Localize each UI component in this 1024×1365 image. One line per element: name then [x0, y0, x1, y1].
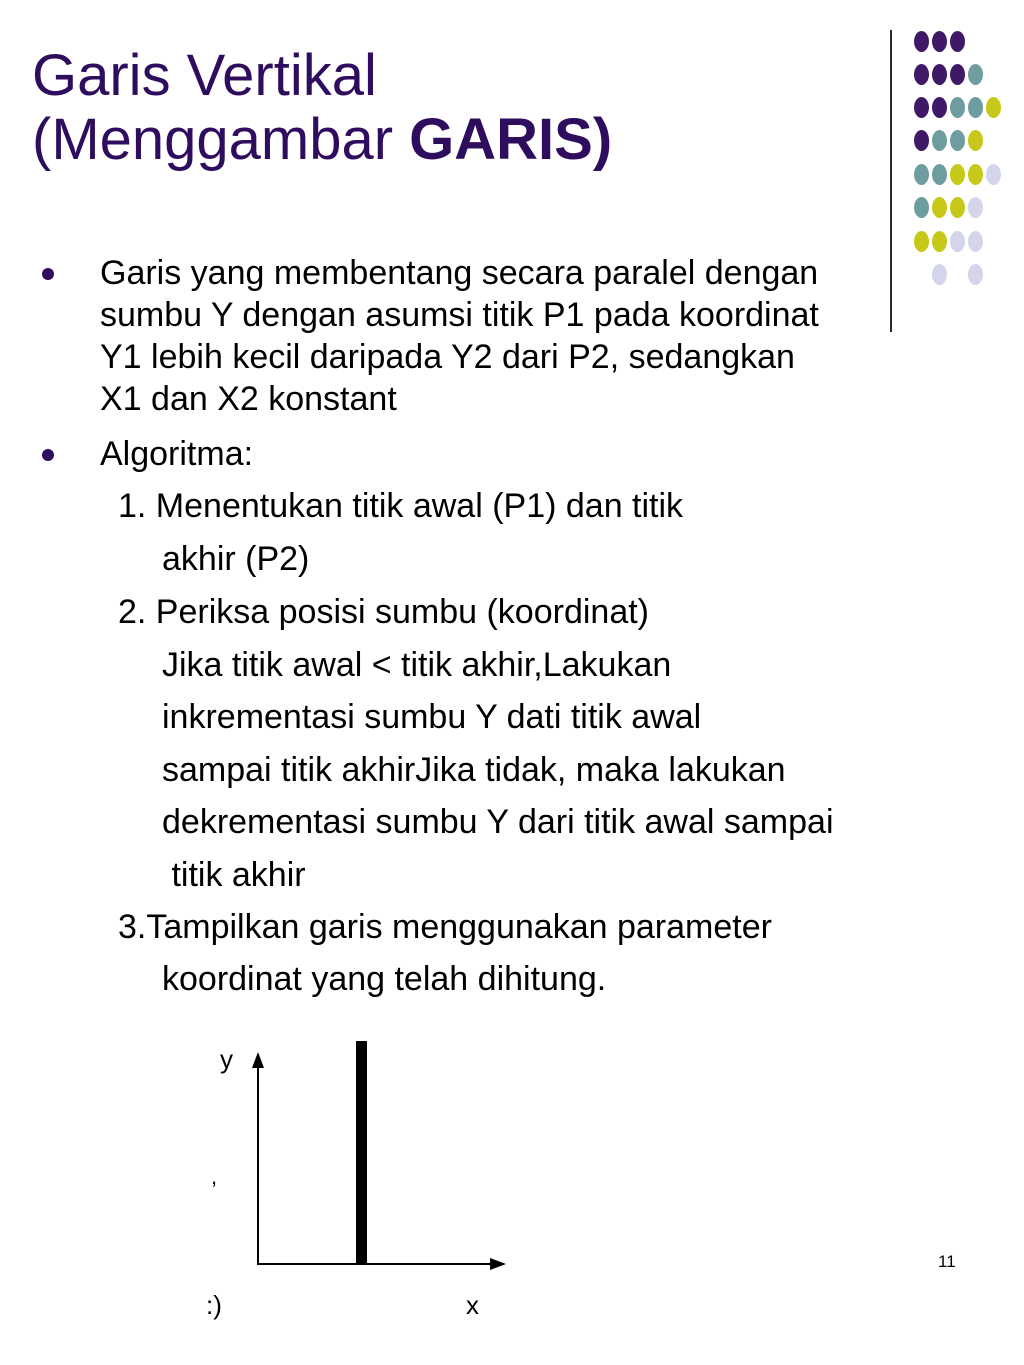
vertical-line — [356, 1041, 367, 1264]
step-line: 2. Periksa posisi sumbu (koordinat) — [118, 593, 650, 631]
y-axis-label: y — [220, 1044, 233, 1074]
bullet-1-line-4: X1 dan X2 konstant — [100, 380, 397, 418]
step-line: sampai titik akhirJika tidak, maka lakukan — [162, 751, 786, 789]
y-axis-arrow-icon — [252, 1052, 264, 1068]
step-line: Jika titik awal < titik akhir,Lakukan — [162, 646, 672, 684]
title-line-1: Garis Vertikal — [32, 43, 377, 108]
step-line: 3.Tampilkan garis menggunakan parameter — [118, 908, 772, 946]
page-number: 11 — [938, 1252, 956, 1271]
clipped-fragment: , — [211, 1164, 218, 1189]
clipped-fragment: :) — [206, 1290, 222, 1320]
bullet-1-line-1: Garis yang membentang secara paralel dengan — [100, 254, 819, 292]
step-line: inkrementasi sumbu Y dati titik awal — [162, 698, 702, 736]
bullet-1-line-2: sumbu Y dengan asumsi titik P1 pada koordinat — [100, 296, 819, 334]
step-line: titik akhir — [162, 856, 306, 894]
step-line: akhir (P2) — [162, 540, 310, 578]
title-line-2: (Menggambar — [32, 107, 410, 172]
step-line: koordinat yang telah dihitung. — [162, 960, 607, 998]
x-axis-arrow-icon — [490, 1258, 506, 1270]
x-axis-label: x — [466, 1290, 479, 1320]
step-line: dekrementasi sumbu Y dari titik awal sampai — [162, 803, 834, 841]
step-line: 1. Menentukan titik awal (P1) dan titik — [118, 487, 684, 525]
bullet-1-line-3: Y1 lebih kecil daripada Y2 dari P2, sedangkan — [100, 338, 795, 376]
bullet-2-label: Algoritma: — [100, 435, 254, 473]
title-line-2-bold: GARIS) — [409, 107, 613, 172]
